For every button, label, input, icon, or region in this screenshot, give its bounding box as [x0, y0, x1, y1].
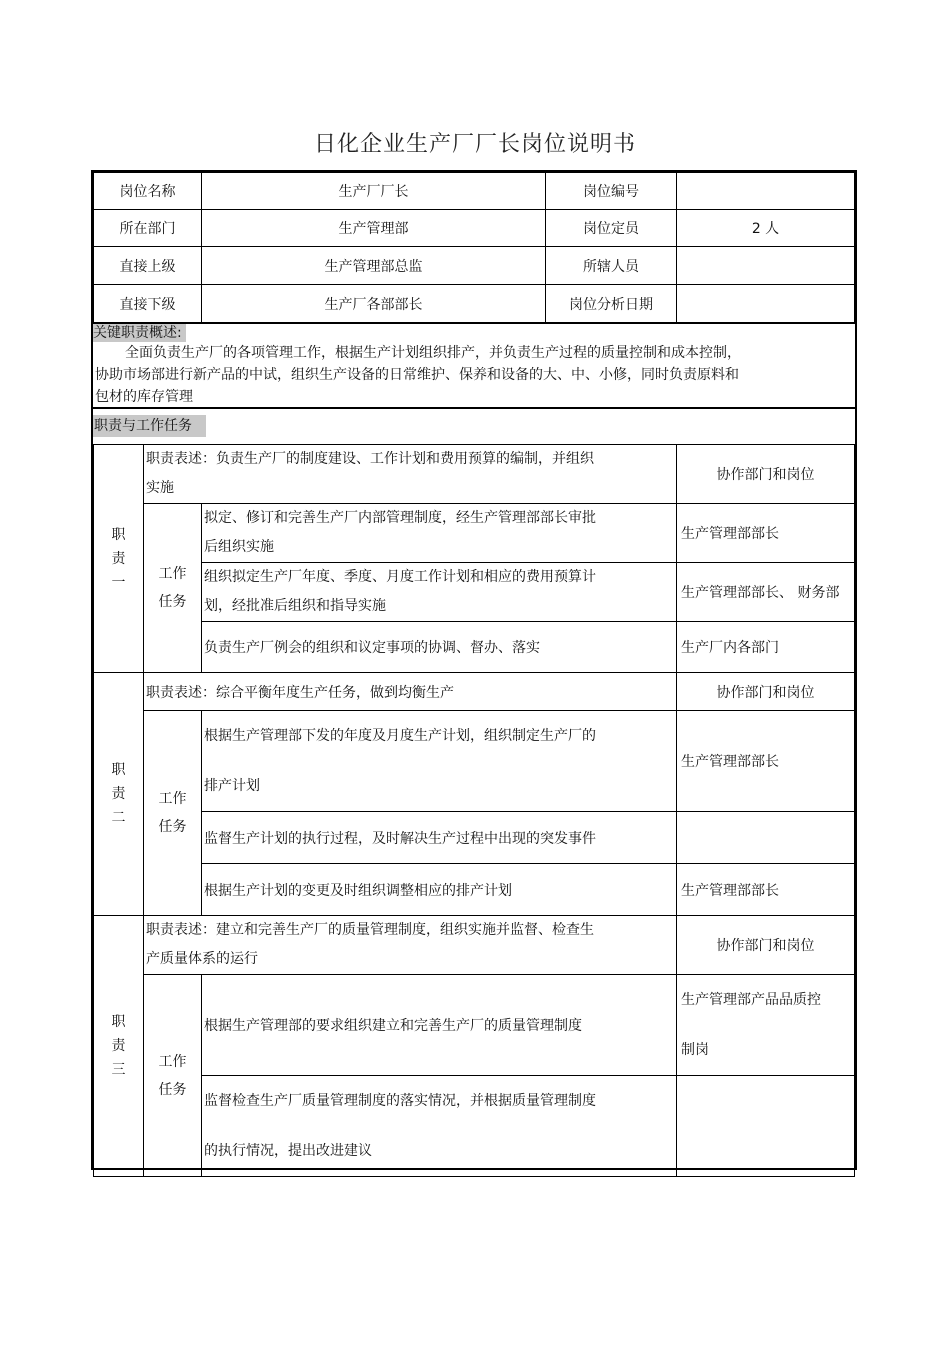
task-row [94, 711, 855, 812]
info-key: 岗位编号 [546, 173, 677, 210]
info-key: 直接下级 [94, 285, 202, 323]
duty-statement: 职责表述：综合平衡年度生产任务，做到均衡生产 [144, 673, 677, 711]
task-dept: 生产管理部产品品质控 制岗 [677, 975, 855, 1076]
task-row [94, 504, 855, 563]
duties-table [93, 444, 855, 1177]
document-title: 日化企业生产厂厂长岗位说明书 [313, 132, 636, 157]
info-value: 生产厂厂长 [202, 173, 546, 210]
task-row [94, 622, 855, 673]
duty-label: 职 责 一 [94, 445, 144, 673]
info-value [677, 173, 855, 210]
info-key: 直接上级 [94, 247, 202, 285]
summary-text [93, 342, 855, 408]
info-row [94, 210, 855, 247]
task-dept: 生产管理部部长 [677, 504, 855, 563]
info-key: 岗位名称 [94, 173, 202, 210]
collab-header: 协作部门和岗位 [677, 673, 855, 711]
info-value: 生产管理部总监 [202, 247, 546, 285]
info-row [94, 173, 855, 210]
task-text: 监督检查生产厂质量管理制度的落实情况，并根据质量管理制度 的执行情况，提出改进建议 [202, 1076, 677, 1177]
duties-label: 职责与工作任务 [93, 415, 206, 437]
duty-statement-row [94, 445, 855, 504]
summary-line: 包材的库存管理 [95, 389, 193, 405]
duty-label: 职 责 二 [94, 673, 144, 916]
task-text: 根据生产管理部下发的年度及月度生产计划，组织制定生产厂的 排产计划 [202, 711, 677, 812]
task-text: 监督生产计划的执行过程，及时解决生产过程中出现的突发事件 [202, 812, 677, 864]
summary-line: 全面负责生产厂的各项管理工作，根据生产计划组织排产，并负责生产过程的质量控制和成本控制， [125, 345, 741, 361]
task-dept [677, 812, 855, 864]
info-value [677, 285, 855, 323]
task-dept: 生产管理部部长 [677, 864, 855, 916]
info-key: 岗位分析日期 [546, 285, 677, 323]
task-dept [677, 1076, 855, 1177]
task-row [94, 563, 855, 622]
info-table [93, 172, 855, 323]
summary-line: 协助市场部进行新产品的中试，组织生产设备的日常维护、保养和设备的大、中、小修，同时负责原料和 [95, 367, 739, 383]
task-dept: 生产管理部部长 [677, 711, 855, 812]
task-row [94, 1076, 855, 1177]
task-row [94, 812, 855, 864]
task-dept: 生产厂内各部门 [677, 622, 855, 673]
duty-statement: 职责表述：建立和完善生产厂的质量管理制度，组织实施并监督、检查生 产质量体系的运行 [144, 916, 677, 975]
task-text: 根据生产计划的变更及时组织调整相应的排产计划 [202, 864, 677, 916]
info-value: 生产厂各部部长 [202, 285, 546, 323]
duties-section-header [93, 409, 855, 445]
job-description-form [91, 170, 857, 1170]
info-key: 岗位定员 [546, 210, 677, 247]
info-row [94, 285, 855, 323]
info-value: 2 人 [677, 210, 855, 247]
info-value [677, 247, 855, 285]
collab-header: 协作部门和岗位 [677, 916, 855, 975]
summary-section [93, 323, 855, 409]
task-dept: 生产管理部部长、 财务部 [677, 563, 855, 622]
task-row [94, 864, 855, 916]
task-row [94, 975, 855, 1076]
duty-statement-row [94, 673, 855, 711]
duty-statement-row [94, 916, 855, 975]
summary-label: 关键职责概述: [93, 324, 186, 342]
info-row [94, 247, 855, 285]
task-label: 工作 任务 [144, 975, 202, 1177]
task-text: 拟定、修订和完善生产厂内部管理制度，经生产管理部部长审批 后组织实施 [202, 504, 677, 563]
task-text: 负责生产厂例会的组织和议定事项的协调、督办、落实 [202, 622, 677, 673]
task-label: 工作 任务 [144, 504, 202, 673]
task-label: 工作 任务 [144, 711, 202, 916]
duty-label: 职 责 三 [94, 916, 144, 1177]
collab-header: 协作部门和岗位 [677, 445, 855, 504]
task-text: 根据生产管理部的要求组织建立和完善生产厂的质量管理制度 [202, 975, 677, 1076]
task-text: 组织拟定生产厂年度、季度、月度工作计划和相应的费用预算计 划，经批准后组织和指导实施 [202, 563, 677, 622]
duty-statement: 职责表述：负责生产厂的制度建设、工作计划和费用预算的编制，并组织 实施 [144, 445, 677, 504]
info-value: 生产管理部 [202, 210, 546, 247]
info-key: 所辖人员 [546, 247, 677, 285]
info-key: 所在部门 [94, 210, 202, 247]
